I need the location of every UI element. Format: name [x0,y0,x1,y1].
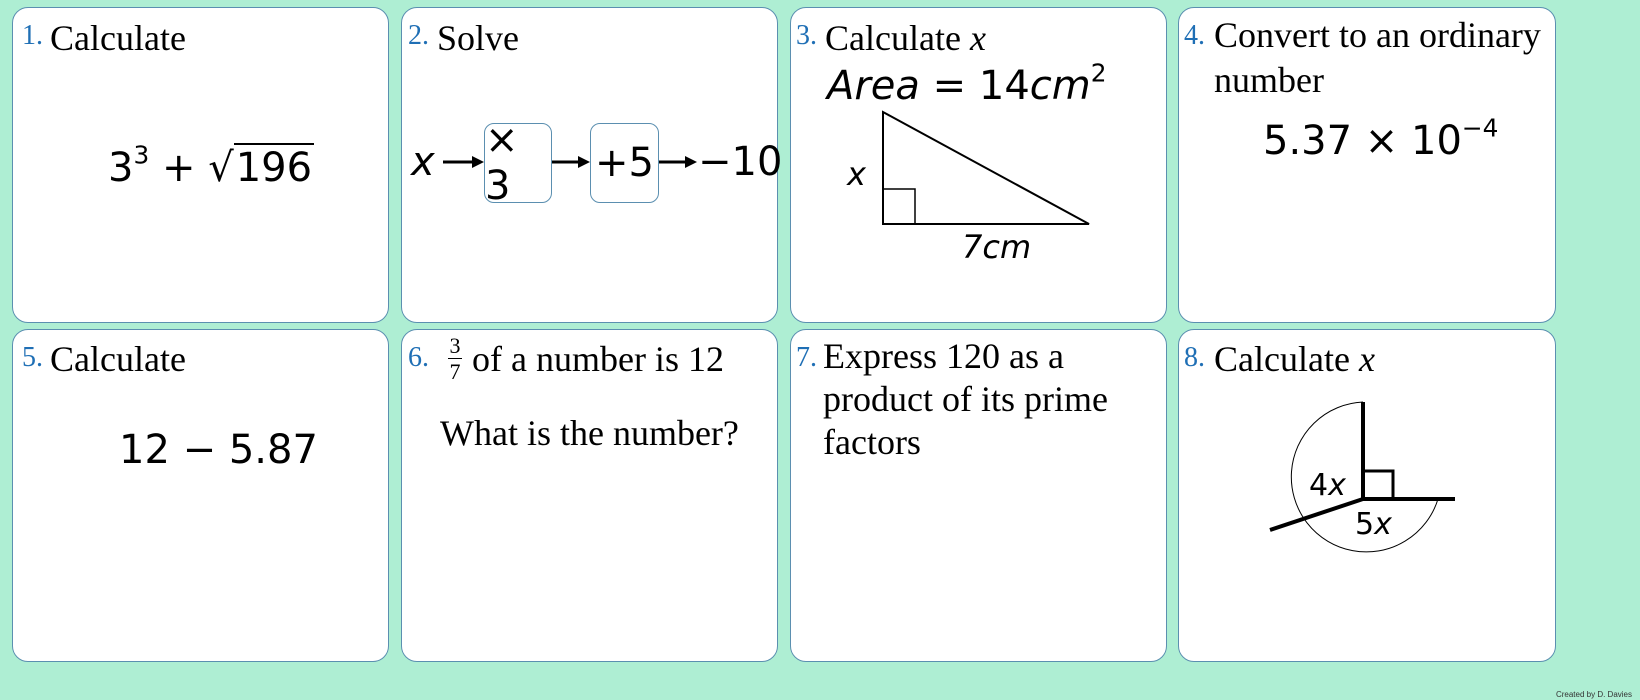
question-expression [108,140,314,191]
area-label: Area [827,63,920,109]
question-card-8 [1178,329,1556,662]
question-prompt: of a number is 12 [472,339,724,379]
question-card-3 [790,7,1167,323]
question-card-4 [1178,7,1556,323]
flow-operation-multiply: × 3 [484,123,552,203]
angles-around-point-diagram [1179,330,1557,663]
scientific-mantissa: 5.37 × 10 [1263,118,1462,164]
question-number: 6. [408,342,429,373]
scientific-exponent: −4 [1461,113,1499,143]
question-number: 5. [22,342,43,373]
question-prompt: Calculate [50,18,186,58]
fraction-numerator: 3 [449,333,461,358]
question-card-6 [401,329,778,662]
fraction [448,334,462,383]
power-base: 3 [108,145,134,191]
radical-sign: √ [208,145,234,191]
area-value: = 14 [919,63,1030,109]
question-prompt: Express 120 as a product of its prime factors [823,336,1108,463]
question-card-1 [12,7,389,323]
area-unit: cm [1029,63,1091,109]
question-number: 2. [408,20,429,51]
question-number: 8. [1184,342,1205,373]
prompt-variable: x [969,18,986,58]
plus-operator: + [161,145,196,191]
question-number: 4. [1184,20,1205,51]
flow-result: −10 [698,139,783,185]
question-card-7 [790,329,1167,662]
question-prompt: Calculate [50,339,186,379]
question-followup: What is the number? [440,413,739,453]
angle-label-4x: 4x [1309,468,1346,503]
flow-start-variable: x [411,139,435,185]
credit-text: Created by D. Davies [1555,690,1632,699]
question-prompt: Convert to an ordinary number [1214,15,1541,100]
side-label: x [847,155,866,193]
fraction-denominator: 7 [449,359,461,385]
question-prompt: Solve [437,18,520,58]
question-expression [1263,113,1499,164]
question-card-5 [12,329,389,662]
question-prompt: Calculate x [1214,339,1375,379]
question-number: 1. [22,20,43,51]
question-card-2 [401,7,783,323]
power-exponent: 3 [133,140,150,170]
question-number: 7. [796,342,817,373]
radicand: 196 [235,145,313,191]
question-number: 3. [796,20,817,51]
base-label: 7cm [962,228,1032,266]
question-expression: 12 − 5.87 [119,427,318,473]
question-prompt: Calculate x [825,18,986,58]
angle-label-5x: 5x [1355,507,1392,542]
prompt-variable: x [1358,339,1375,379]
area-unit-exponent: 2 [1090,58,1107,88]
flow-operation-add: +5 [590,123,659,203]
